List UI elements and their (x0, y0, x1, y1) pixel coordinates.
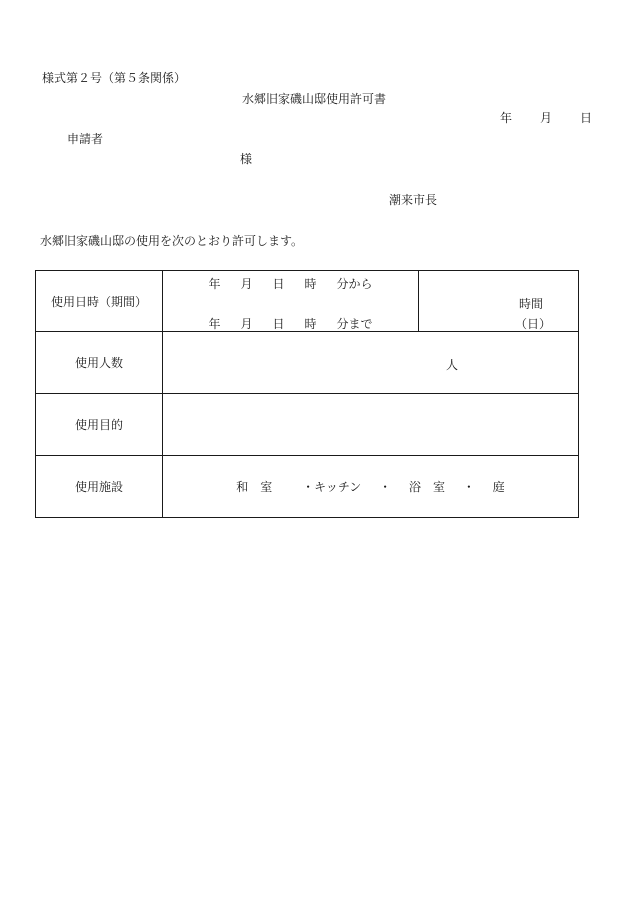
from-minute: 分から (336, 277, 373, 291)
from-hour: 時 (304, 277, 317, 291)
from-day: 日 (272, 277, 285, 291)
table-row (36, 332, 579, 394)
to-year: 年 (208, 317, 221, 331)
to-day: 日 (272, 317, 285, 331)
duration-days: （日） (515, 317, 552, 331)
duration-hours: 時間 (519, 297, 544, 311)
facility-bath: 浴 室 (408, 480, 445, 494)
people-label: 使用人数 (36, 332, 163, 394)
applicant-honorific: 様 (240, 152, 253, 166)
issuer-name: 潮来市長 (389, 193, 438, 207)
issue-date-year: 年 (500, 111, 513, 125)
to-minute: 分まで (336, 317, 373, 331)
from-year: 年 (208, 277, 221, 291)
facilities-cell (163, 456, 579, 518)
issue-date-month: 月 (539, 111, 552, 125)
facility-washitsu: 和 室 (236, 480, 273, 494)
facility-separator: ・ (379, 480, 392, 494)
intro-text: 水郷旧家磯山邸の使用を次のとおり許可します。 (40, 234, 304, 248)
period-to (163, 315, 418, 332)
table-row (36, 394, 579, 456)
duration-cell (419, 271, 579, 332)
issue-date-day: 日 (579, 111, 592, 125)
people-cell (163, 332, 579, 394)
purpose-cell (163, 394, 579, 456)
applicant-label: 申請者 (67, 132, 104, 146)
table-row (36, 456, 579, 518)
purpose-label: 使用目的 (36, 394, 163, 456)
period-label: 使用日時（期間） (36, 271, 163, 332)
issue-date (500, 111, 592, 125)
facilities-label: 使用施設 (36, 456, 163, 518)
permit-table (35, 270, 579, 518)
document-title: 水郷旧家磯山邸使用許可書 (242, 92, 387, 106)
to-hour: 時 (304, 317, 317, 331)
facility-kitchen: ・キッチン (302, 480, 362, 494)
table-row (36, 271, 579, 332)
period-datetime-cell (163, 271, 419, 332)
to-month: 月 (240, 317, 253, 331)
from-month: 月 (240, 277, 253, 291)
period-from (163, 275, 418, 292)
facility-garden: 庭 (492, 480, 505, 494)
facility-separator: ・ (462, 480, 475, 494)
people-unit: 人 (446, 358, 459, 372)
form-number: 様式第２号（第５条関係） (42, 71, 187, 85)
